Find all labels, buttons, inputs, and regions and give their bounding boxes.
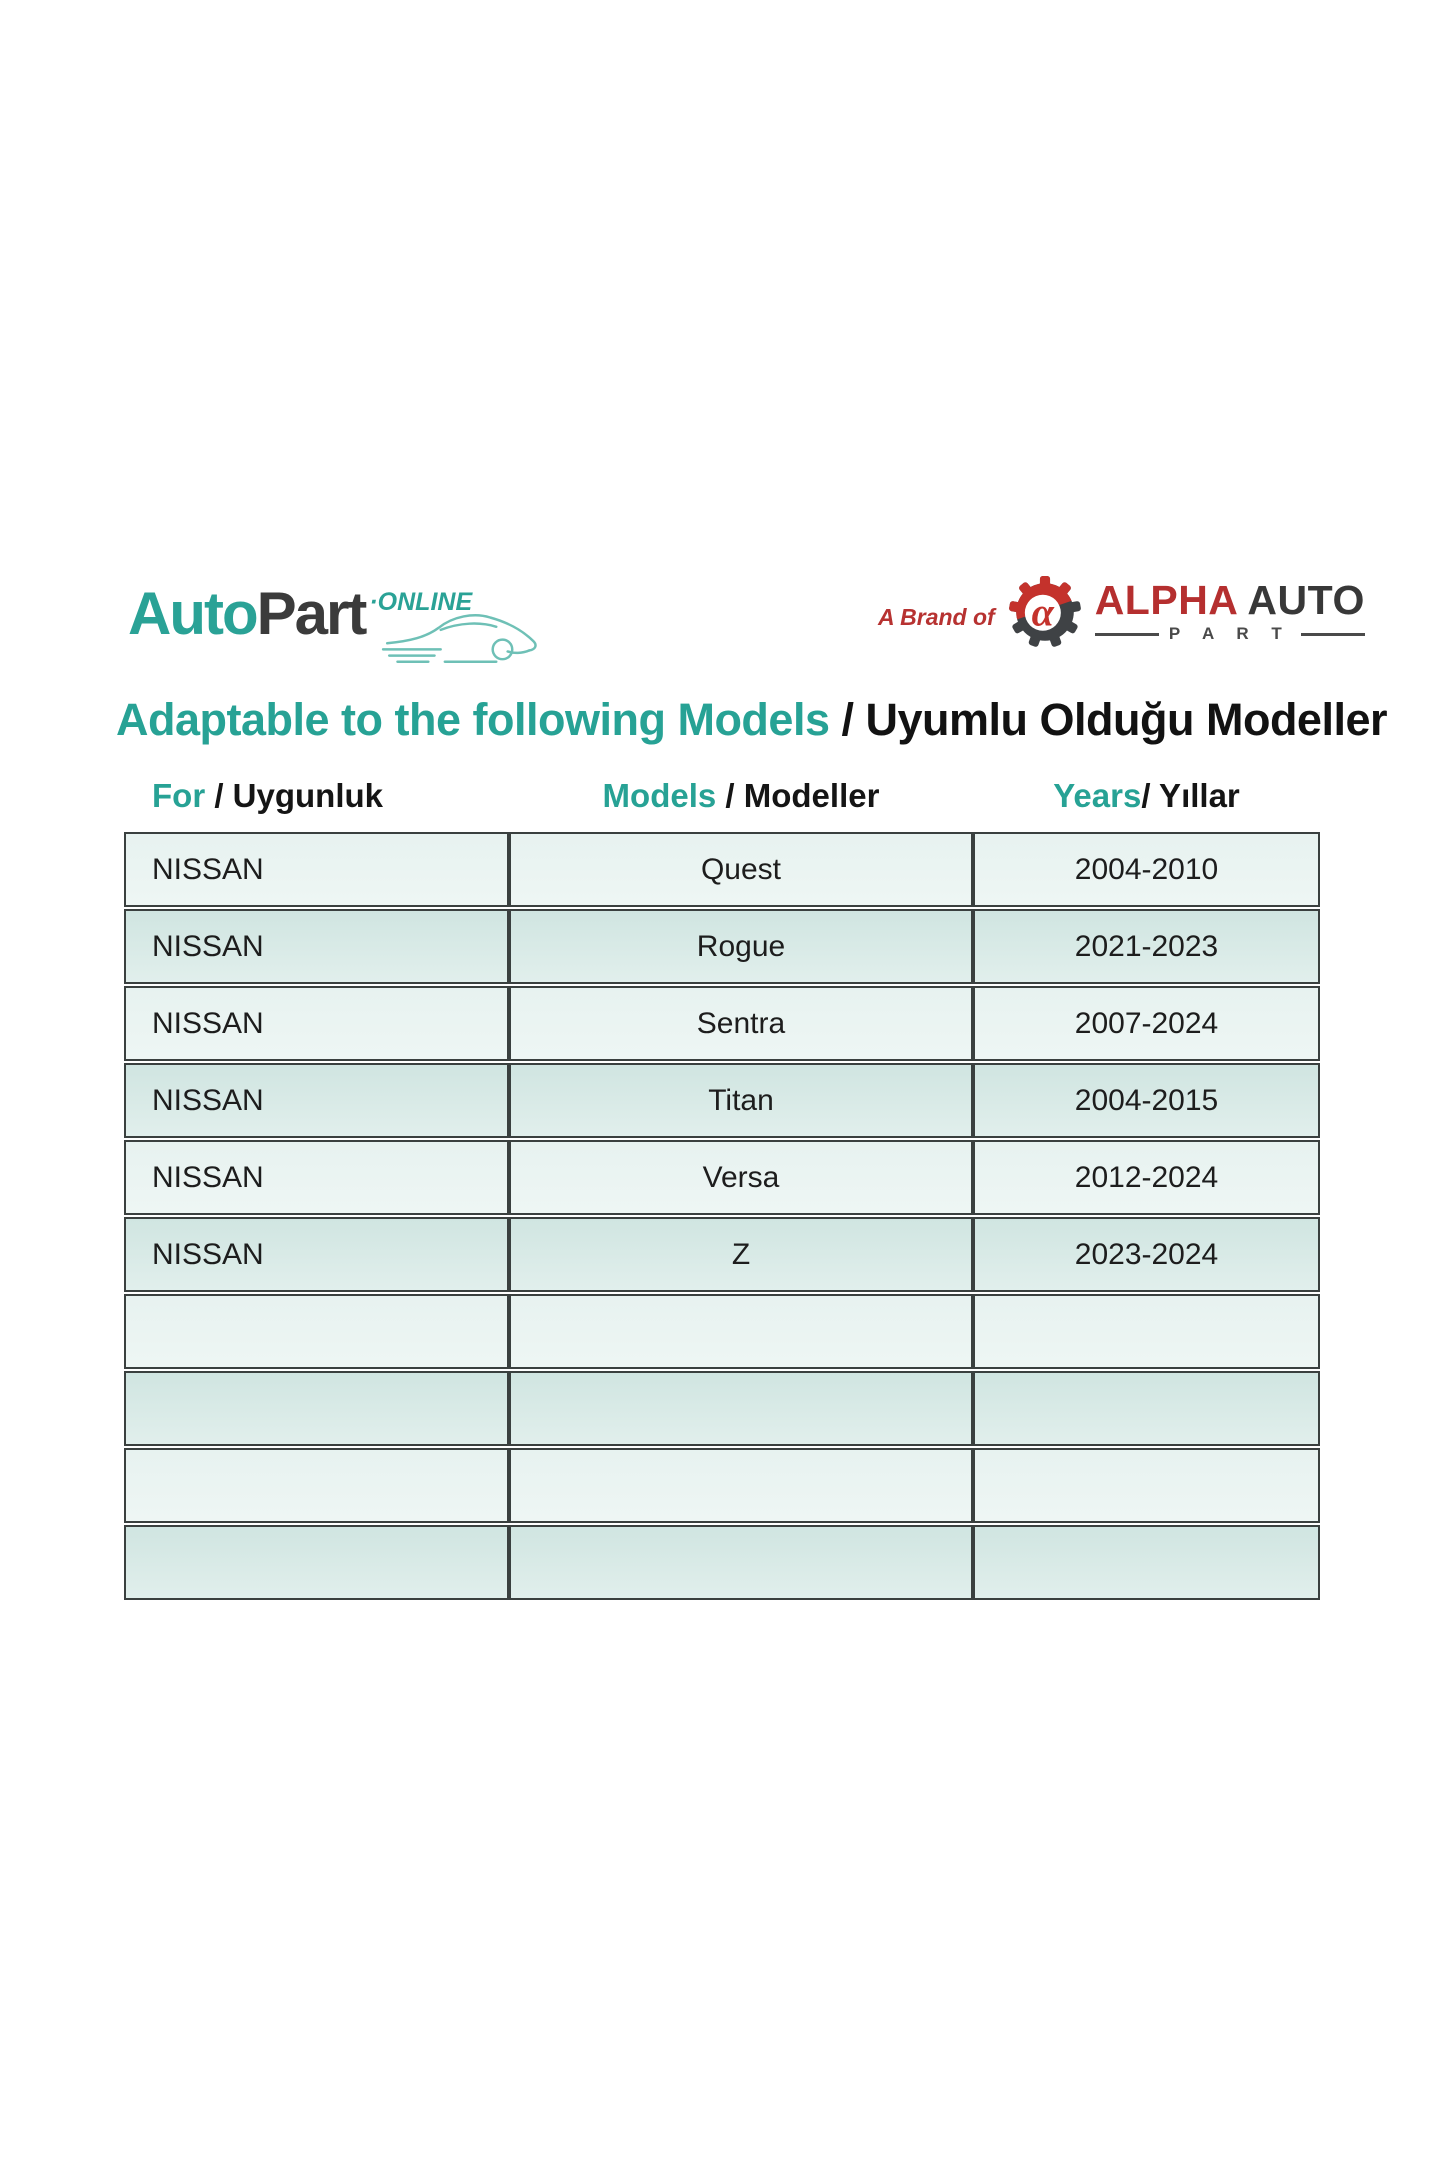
cell-model: Versa <box>509 1140 973 1215</box>
table-row <box>124 1140 1320 1215</box>
table-column-headers <box>124 777 1320 815</box>
cell-for <box>124 1371 509 1446</box>
cell-years <box>973 1371 1320 1446</box>
compatibility-table <box>124 830 1320 1602</box>
column-header-for: For / Uygunluk <box>152 777 384 814</box>
cell-model: Quest <box>509 832 973 907</box>
gear-alpha-icon <box>1009 576 1081 648</box>
table-row-empty <box>124 1294 1320 1369</box>
brand-name-auto: AUTO <box>1247 577 1365 623</box>
table-row-empty <box>124 1448 1320 1523</box>
alpha-brand <box>878 576 1365 648</box>
cell-for <box>124 1448 509 1523</box>
cell-for: NISSAN <box>124 909 509 984</box>
alpha-symbol: α <box>1031 589 1054 635</box>
cell-for: NISSAN <box>124 1063 509 1138</box>
column-header-years: Years/ Yıllar <box>1053 777 1240 814</box>
table-row <box>124 832 1320 907</box>
compat-table-body <box>124 832 1320 1600</box>
cell-years <box>973 1448 1320 1523</box>
cell-for: NISSAN <box>124 1217 509 1292</box>
column-header-models: Models / Modeller <box>602 777 880 814</box>
cell-model: Z <box>509 1217 973 1292</box>
brand-wordmark <box>1094 577 1365 644</box>
table-row-empty <box>124 1525 1320 1600</box>
cell-years <box>973 1525 1320 1600</box>
cell-model: Titan <box>509 1063 973 1138</box>
table-row <box>124 909 1320 984</box>
cell-years: 2021-2023 <box>973 909 1320 984</box>
logo-text-online: ·ONLINE <box>369 588 473 616</box>
cell-model <box>509 1448 973 1523</box>
page-title-tr: / Uyumlu Olduğu Modeller <box>829 694 1387 745</box>
brand-name <box>1094 577 1365 623</box>
table-row-empty <box>124 1371 1320 1446</box>
cell-model <box>509 1294 973 1369</box>
cell-years: 2004-2015 <box>973 1063 1320 1138</box>
page-title-en: Adaptable to the following Models <box>116 694 830 745</box>
cell-for <box>124 1294 509 1369</box>
cell-years: 2007-2024 <box>973 986 1320 1061</box>
autopart-logo <box>128 572 558 672</box>
table-row <box>124 1063 1320 1138</box>
brand-rule-left <box>1095 633 1159 636</box>
cell-model <box>509 1525 973 1600</box>
table-row <box>124 1217 1320 1292</box>
cell-model: Rogue <box>509 909 973 984</box>
page-title <box>116 694 1387 746</box>
cell-years: 2004-2010 <box>973 832 1320 907</box>
cell-years: 2012-2024 <box>973 1140 1320 1215</box>
brand-prefix-label: A Brand of <box>878 603 995 630</box>
brand-part-letters: P A R T <box>1168 624 1291 643</box>
cell-years <box>973 1294 1320 1369</box>
cell-for: NISSAN <box>124 832 509 907</box>
car-sketch-icon <box>381 602 556 668</box>
logo-text-auto: Auto <box>128 580 257 647</box>
cell-model <box>509 1371 973 1446</box>
cell-for: NISSAN <box>124 1140 509 1215</box>
cell-model: Sentra <box>509 986 973 1061</box>
brand-rule-right <box>1301 633 1365 636</box>
logo-text-part: Part <box>256 580 366 647</box>
brand-part-line <box>1095 624 1365 644</box>
cell-years: 2023-2024 <box>973 1217 1320 1292</box>
brand-name-alpha: ALPHA <box>1094 577 1239 623</box>
cell-for: NISSAN <box>124 986 509 1061</box>
cell-for <box>124 1525 509 1600</box>
table-row <box>124 986 1320 1061</box>
